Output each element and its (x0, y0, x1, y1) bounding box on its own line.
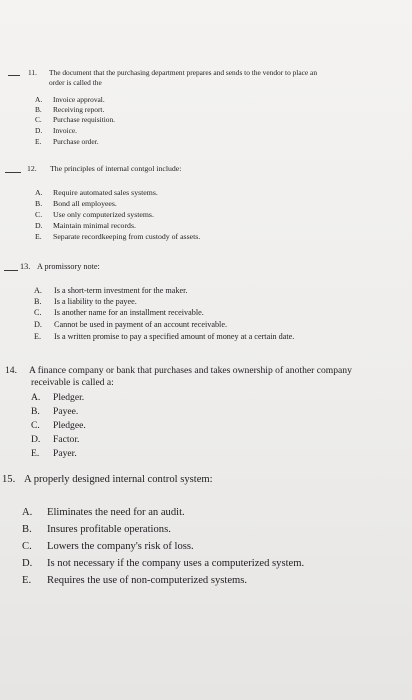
option-letter: A. (31, 392, 41, 403)
option-text: Is a liability to the payee. (54, 297, 137, 306)
option-text: Separate recordkeeping from custody of assets. (53, 232, 201, 241)
option-text: Eliminates the need for an audit. (47, 507, 185, 518)
option-text: Invoice. (53, 126, 78, 135)
answer-blank[interactable] (8, 75, 20, 76)
option-letter: C. (35, 210, 43, 219)
question-stem: A finance company or bank that purchases and takes ownership of another company (29, 365, 352, 376)
answer-blank[interactable] (4, 270, 18, 271)
option-text: Lowers the company's risk of loss. (47, 541, 194, 552)
option-letter: C. (35, 115, 42, 124)
option-letter: D. (35, 126, 43, 135)
option-text: Is not necessary if the company uses a computerized system. (47, 558, 305, 569)
option-text: Requires the use of non-computerized systems. (47, 575, 248, 586)
question-number: 11. (28, 68, 37, 77)
option-text: Require automated sales systems. (53, 188, 158, 197)
option-letter: C. (31, 420, 40, 431)
option-text: Bond all employees. (53, 199, 117, 208)
option-letter: D. (22, 558, 33, 569)
option-text: Is another name for an installment receivable. (54, 308, 204, 317)
question-number: 13. (20, 262, 31, 271)
option-letter: C. (34, 308, 42, 317)
option-letter: A. (34, 286, 42, 295)
option-letter: A. (22, 507, 33, 518)
option-text: Pledger. (53, 392, 85, 403)
option-text: Purchase requisition. (53, 115, 115, 124)
option-text: Insures profitable operations. (47, 524, 171, 535)
option-text: Payee. (53, 406, 79, 417)
option-letter: A. (35, 95, 43, 104)
option-text: Use only computerized systems. (53, 210, 154, 219)
option-letter: E. (34, 332, 42, 341)
option-text: Maintain minimal records. (53, 221, 136, 230)
option-letter: E. (31, 448, 40, 459)
option-letter: D. (31, 434, 41, 445)
option-text: Is a written promise to pay a specified amount of money at a certain date. (54, 332, 295, 341)
option-text: Pledgee. (53, 420, 86, 431)
option-letter: B. (31, 406, 40, 417)
option-letter: E. (22, 575, 32, 586)
option-text: Factor. (53, 434, 80, 445)
option-letter: B. (22, 524, 32, 535)
option-text: Invoice approval. (53, 95, 105, 104)
question-stem: A properly designed internal control system: (24, 474, 213, 485)
option-letter: E. (35, 137, 42, 146)
question-stem-continued: receivable is called a: (31, 377, 114, 388)
option-text: Cannot be used in payment of an account receivable. (54, 320, 228, 329)
question-stem: A promissory note: (37, 262, 100, 271)
option-letter: B. (34, 297, 42, 306)
option-text: Purchase order. (53, 137, 99, 146)
option-text: Payer. (53, 448, 77, 459)
option-letter: D. (34, 320, 42, 329)
option-letter: B. (35, 105, 42, 114)
option-letter: D. (35, 221, 43, 230)
option-text: Is a short-term investment for the maker. (54, 286, 188, 295)
question-stem: The document that the purchasing department prepares and sends to the vendor to place an (49, 68, 318, 77)
question-number: 15. (2, 474, 16, 485)
option-text: Receiving report. (53, 105, 105, 114)
option-letter: E. (35, 232, 42, 241)
question-stem-continued: order is called the (49, 78, 102, 87)
question-stem: The principles of internal contgol include: (50, 164, 182, 173)
option-letter: C. (22, 541, 32, 552)
question-number: 14. (5, 365, 17, 376)
answer-blank[interactable] (5, 172, 21, 173)
question-number: 12. (27, 164, 37, 173)
option-letter: A. (35, 188, 43, 197)
option-letter: B. (35, 199, 43, 208)
